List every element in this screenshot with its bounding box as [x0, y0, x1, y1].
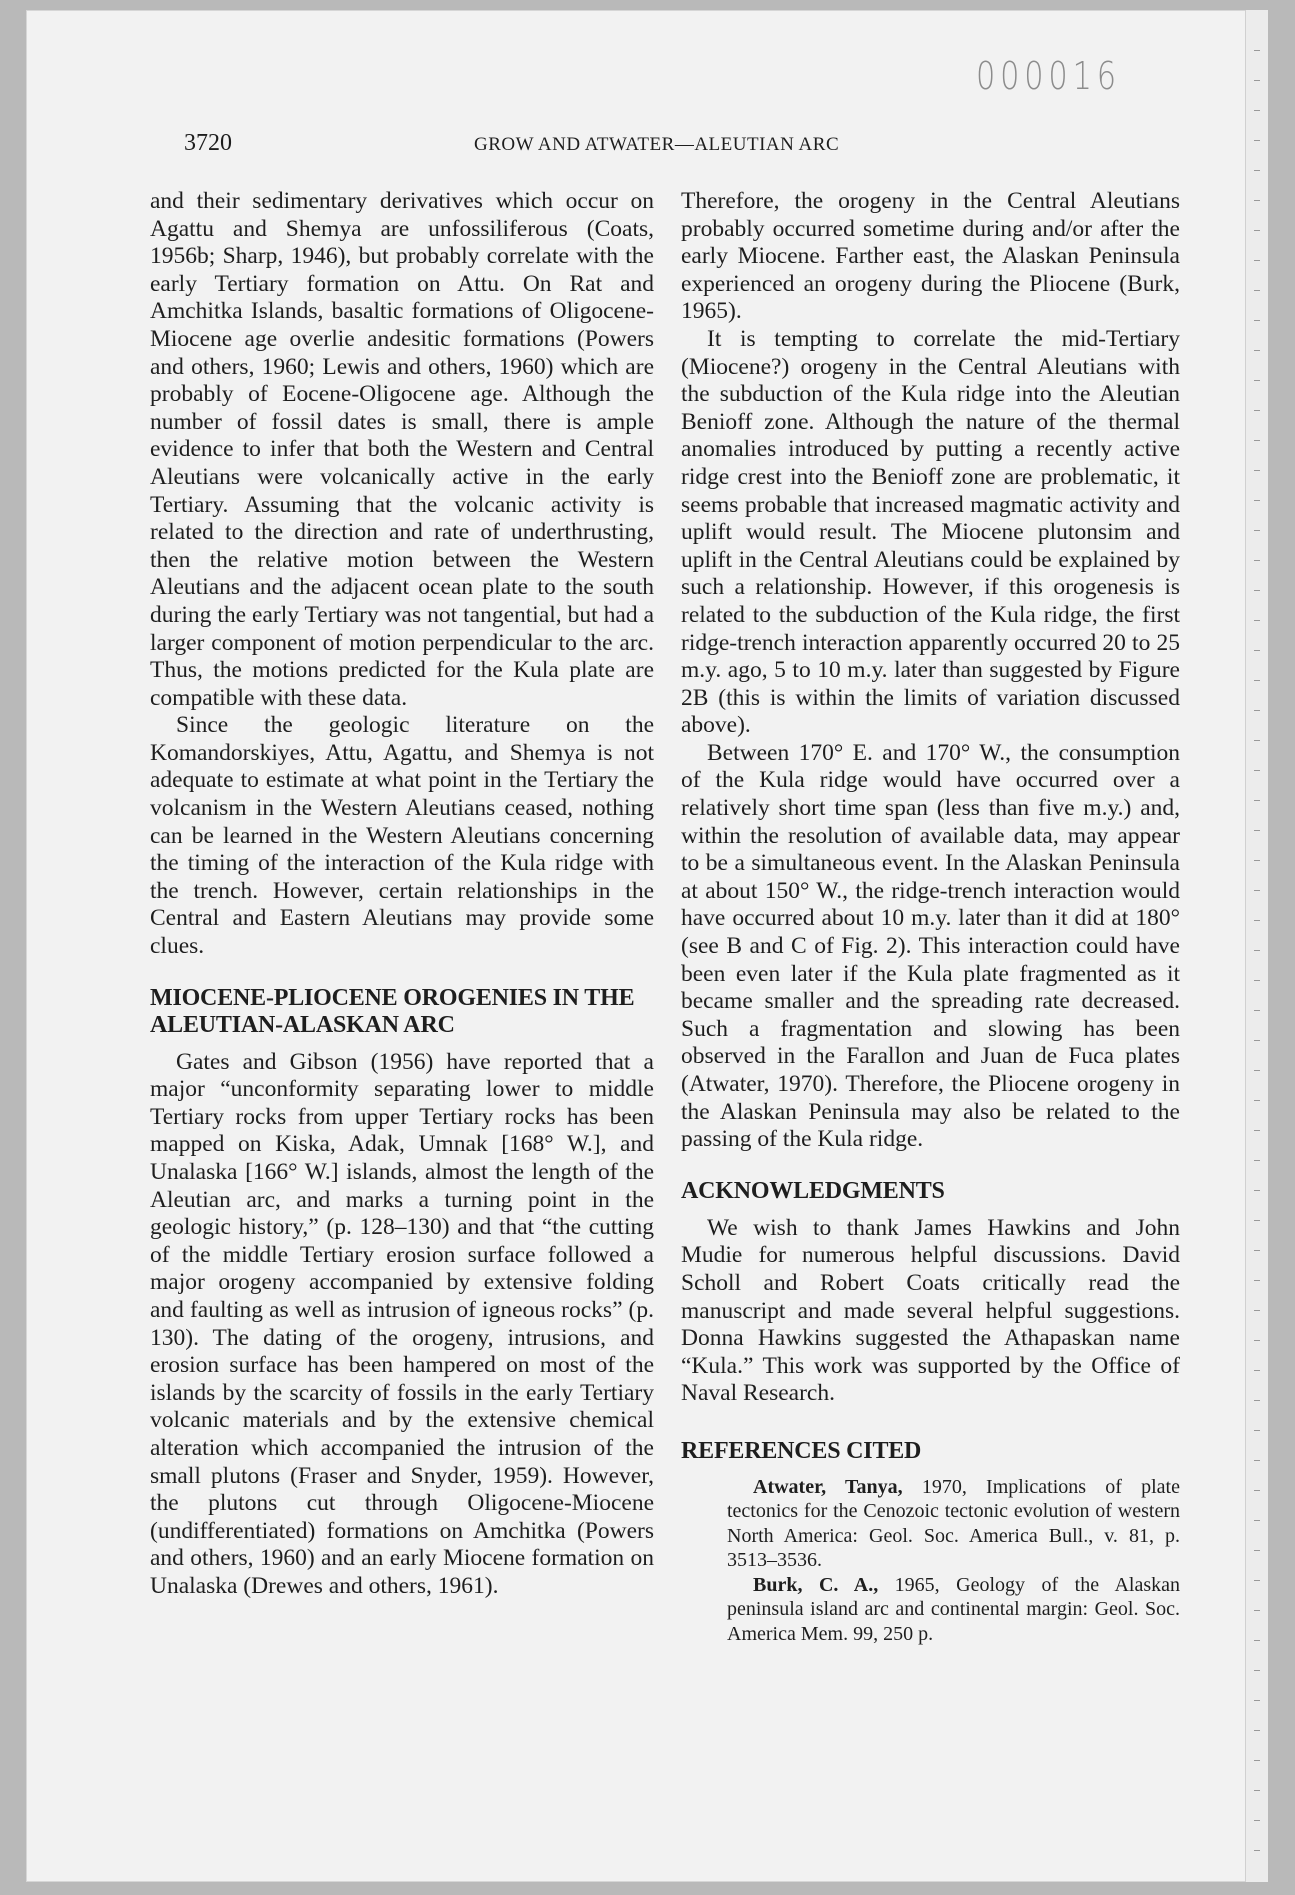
- paragraph: Therefore, the orogeny in the Central Aleutians probably occurred sometime during and/or after the early Miocene. Farther east, the Alaskan Peninsula experienced an orogeny during the Pliocene (Burk, 1965).: [681, 188, 1180, 325]
- perforation-tick: [1254, 1460, 1260, 1461]
- section-heading: ACKNOWLEDGMENTS: [681, 1177, 945, 1204]
- perforation-tick: [1254, 1640, 1260, 1641]
- perforation-tick: [1254, 50, 1260, 51]
- perforation-tick: [1254, 530, 1260, 531]
- perforation-tick: [1254, 1070, 1260, 1071]
- perforation-tick: [1254, 500, 1260, 501]
- perforation-tick: [1254, 1040, 1260, 1041]
- perforation-tick: [1254, 1670, 1260, 1671]
- paragraph: Gates and Gibson (1956) have reported that a major “unconformity separating lower to middle Tertiary rocks from upper Tertiary rocks has been mapped on Kiska, Adak, Umnak [168° W.], and Unalaska [166° W.] islands, almost the length of the Aleutian arc, and marks a turning point in the geologic history,” (p. 128–130) and that “the cutting of the middle Tertiary erosion surface followed a major orogeny accompanied by extensive folding and faulting as well as intrusion of igneous rocks” (p. 130). The dating of the orogeny, intrusions, and erosion surface has been hampered on most of the islands by the scarcity of fossils in the early Tertiary volcanic materials and by the extensive chemical alteration which accompanied the intrusion of the small plutons (Fraser and Snyder, 1959). However, the plutons cut through Oligocene-Miocene (undifferentiated) formations on Amchitka (Powers and others, 1960) and an early Miocene formation on Unalaska (Drewes and others, 1961).: [150, 1048, 654, 1599]
- perforation-tick: [1254, 1160, 1260, 1161]
- perforation-tick: [1254, 920, 1260, 921]
- section-heading: MIOCENE-PLIOCENE OROGENIES IN THE ALEUTIAN-ALASKAN ARC: [150, 984, 635, 1038]
- perforation-tick: [1254, 860, 1260, 861]
- paragraph: Since the geologic literature on the Komandorskiyes, Attu, Agattu, and Shemya is not adequate to estimate at what point in the Tertiary the volcanism in the Western Aleutians ceased, nothing can be learned in the Western Aleutians concerning the timing of the interaction of the Kula ridge with the trench. However, certain relationships in the Central and Eastern Aleutians may provide some clues.: [150, 712, 654, 960]
- perforation-tick: [1254, 1790, 1260, 1791]
- right-column: [681, 188, 1180, 1646]
- perforation-tick: [1254, 1280, 1260, 1281]
- paragraph: and their sedimentary derivatives which occur on Agattu and Shemya are unfossiliferous (Coats, 1956b; Sharp, 1946), but probably correlate with the early Tertiary formation on Attu. On Rat and Amchitka Islands, basaltic formations of Oligocene-Miocene age overlie andesitic formations (Powers and others, 1960; Lewis and others, 1960) which are probably of Eocene-Oligocene age. Although the number of fossil dates is small, there is ample evidence to infer that both the Western and Central Aleutians were volcanically active in the early Tertiary. Assuming that the volcanic activity is related to the direction and rate of underthrusting, then the relative motion between the Western Aleutians and the adjacent ocean plate to the south during the early Tertiary was not tangential, but had a larger component of motion perpendicular to the arc. Thus, the motions predicted for the Kula plate are compatible with these data.: [150, 188, 654, 711]
- paragraph: It is tempting to correlate the mid-Tertiary (Miocene?) orogeny in the Central Aleutians with the subduction of the Kula ridge into the Aleutian Benioff zone. Although the nature of the thermal anomalies introduced by putting a recently active ridge crest into the Benioff zone are problematic, it seems probable that increased magmatic activity and uplift would result. The Miocene plutonsim and uplift in the Central Aleutians could be explained by such a relationship. However, if this orogenesis is related to the subduction of the Kula ridge, the first ridge-trench interaction apparently occurred 20 to 25 m.y. ago, 5 to 10 m.y. later than suggested by Figure 2B (this is within the limits of variation discussed above).: [681, 325, 1180, 739]
- perforation-tick: [1254, 950, 1260, 951]
- perforation-tick: [1254, 1190, 1260, 1191]
- perforation-tick: [1254, 680, 1260, 681]
- left-column: [150, 188, 654, 1601]
- reference-list: [681, 1475, 1180, 1647]
- perforation-tick: [1254, 560, 1260, 561]
- perforation-tick: [1254, 320, 1260, 321]
- perforation-tick: [1254, 830, 1260, 831]
- perforation-tick: [1254, 1400, 1260, 1401]
- perforation-tick: [1254, 80, 1260, 81]
- perforation-tick: [1254, 260, 1260, 261]
- perforation-tick: [1254, 1610, 1260, 1611]
- page-number: 3720: [184, 130, 232, 156]
- perforation-tick: [1254, 140, 1260, 141]
- perforation-tick: [1254, 410, 1260, 411]
- perforation-tick: [1254, 1550, 1260, 1551]
- perforation-tick: [1254, 110, 1260, 111]
- perforation-tick: [1254, 590, 1260, 591]
- reference-author: Atwater, Tanya,: [753, 1475, 903, 1498]
- document-page: [26, 10, 1268, 1882]
- perforation-tick: [1254, 200, 1260, 201]
- perforation-tick: [1254, 1760, 1260, 1761]
- reference-text: 1965, Geology of the Alaskan peninsula island arc and continental margin: Geol. Soc. America Mem. 99, 250 p.: [727, 1573, 1180, 1645]
- perforation-tick: [1254, 380, 1260, 381]
- perforation-tick: [1254, 1430, 1260, 1431]
- perforation-tick: [1254, 1730, 1260, 1731]
- perforation-tick: [1254, 1310, 1260, 1311]
- perforation-tick: [1254, 740, 1260, 741]
- perforation-tick: [1254, 350, 1260, 351]
- perforation-tick: [1254, 1580, 1260, 1581]
- archive-stamp-number: 000016: [976, 54, 1121, 98]
- perforation-tick: [1254, 710, 1260, 711]
- perforation-tick: [1254, 290, 1260, 291]
- perforation-tick: [1254, 1700, 1260, 1701]
- running-head: GROW AND ATWATER—ALEUTIAN ARC: [474, 134, 840, 155]
- reference-item: [681, 1573, 1180, 1647]
- paragraph: We wish to thank James Hawkins and John Mudie for numerous helpful discussions. David Scholl and Robert Coats critically read the manuscript and made several helpful suggestions. Donna Hawkins suggested the Athapaskan name “Kula.” This work was supported by the Office of Naval Research.: [681, 1214, 1180, 1407]
- reference-text: 1970, Implications of plate tectonics for the Cenozoic tectonic evolution of western North America: Geol. Soc. America Bull., v. 81, p. 3513–3536.: [727, 1475, 1180, 1572]
- perforation-tick: [1254, 1220, 1260, 1221]
- perforation-tick: [1254, 1250, 1260, 1251]
- paragraph: Between 170° E. and 170° W., the consumption of the Kula ridge would have occurred over a relatively short time span (less than five m.y.) and, within the resolution of available data, may appear to be a simultaneous event. In the Alaskan Peninsula at about 150° W., the ridge-trench interaction would have occurred about 10 m.y. later than it did at 180° (see B and C of Fig. 2). This interaction could have been even later if the Kula plate fragmented as it became smaller and the spreading rate decreased. Such a fragmentation and slowing has been observed in the Farallon and Juan de Fuca plates (Atwater, 1970). Therefore, the Pliocene orogeny in the Alaskan Peninsula may also be related to the passing of the Kula ridge.: [681, 739, 1180, 1153]
- perforation-tick: [1254, 1340, 1260, 1341]
- perforation-tick: [1254, 650, 1260, 651]
- perforation-tick: [1254, 620, 1260, 621]
- perforation-tick: [1254, 1520, 1260, 1521]
- section-heading: REFERENCES CITED: [681, 1437, 922, 1464]
- perforation-tick: [1254, 800, 1260, 801]
- perforation-tick: [1254, 170, 1260, 171]
- perforation-tick: [1254, 1100, 1260, 1101]
- perforation-tick: [1254, 440, 1260, 441]
- perforation-tick: [1254, 1820, 1260, 1821]
- perforation-tick: [1254, 770, 1260, 771]
- reference-item: [681, 1475, 1180, 1573]
- page-edge-perforation: [1245, 10, 1268, 1882]
- perforation-tick: [1254, 230, 1260, 231]
- perforation-tick: [1254, 1130, 1260, 1131]
- perforation-tick: [1254, 890, 1260, 891]
- perforation-tick: [1254, 1370, 1260, 1371]
- reference-author: Burk, C. A.,: [753, 1573, 879, 1596]
- perforation-tick: [1254, 1490, 1260, 1491]
- perforation-tick: [1254, 1010, 1260, 1011]
- perforation-tick: [1254, 980, 1260, 981]
- perforation-tick: [1254, 1850, 1260, 1851]
- perforation-tick: [1254, 470, 1260, 471]
